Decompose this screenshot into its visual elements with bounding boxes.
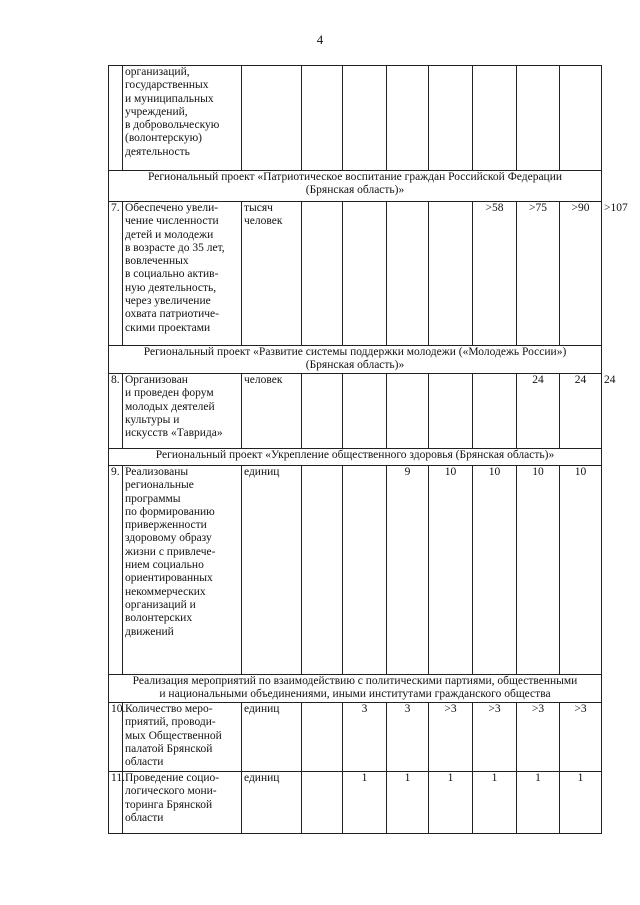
indicator-name: Обеспечено увели- чение численности детей и молодежи в возрасте до 35 лет, вовлеченных в социально актив- ную деятельность, через увеличение охвата патриотиче- скими проектами — [123, 202, 242, 346]
value-cell: 1 — [517, 772, 560, 834]
section-row — [109, 675, 602, 703]
value-cell: 1 — [429, 772, 473, 834]
value-cell — [302, 466, 343, 675]
unit-of-measure: единиц — [242, 772, 302, 834]
unit-of-measure: человек — [242, 374, 302, 449]
section-row — [109, 171, 602, 202]
table-row — [109, 66, 602, 171]
indicator-name: организаций, государственных и муниципальных учреждений, в добровольческую (волонтерскую) деятельность — [123, 66, 242, 171]
value-cell — [473, 374, 517, 449]
value-cell — [560, 66, 602, 171]
value-cell: >3 — [429, 703, 473, 772]
value-cell: 9 — [387, 466, 429, 675]
value-cell — [343, 466, 387, 675]
value-cell: 10 — [560, 466, 602, 675]
row-number: 11. — [109, 772, 123, 834]
unit-of-measure: тысяч человек — [242, 202, 302, 346]
value-cell: 1 — [560, 772, 602, 834]
value-cell — [429, 374, 473, 449]
value-cell: >58 — [473, 202, 517, 346]
section-title: Региональный проект «Развитие системы поддержки молодежи («Молодежь России») (Брянская область)» — [109, 346, 602, 374]
value-cell — [302, 202, 343, 346]
value-cell — [343, 66, 387, 171]
section-title: Региональный проект «Патриотическое воспитание граждан Российской Федерации (Брянская область)» — [109, 171, 602, 202]
value-cell — [343, 374, 387, 449]
section-row — [109, 449, 602, 466]
value-cell: >3 — [517, 703, 560, 772]
value-cell: >3 — [473, 703, 517, 772]
value-cell — [302, 703, 343, 772]
value-cell: 3 — [343, 703, 387, 772]
value-cell: >90 — [560, 202, 602, 346]
row-number: 9. — [109, 466, 123, 675]
value-cell: >3 — [560, 703, 602, 772]
value-cell — [387, 66, 429, 171]
section-title: Реализация мероприятий по взаимодействию с политическими партиями, общественными и национальными объединениями, иными институтами гражданского общества — [109, 675, 602, 703]
value-cell — [343, 202, 387, 346]
value-cell: 10 — [517, 466, 560, 675]
value-cell: 24 — [517, 374, 560, 449]
value-cell — [473, 66, 517, 171]
value-cell: 10 — [473, 466, 517, 675]
section-row — [109, 346, 602, 374]
row-number: 7. — [109, 202, 123, 346]
unit-of-measure — [242, 66, 302, 171]
value-cell — [387, 374, 429, 449]
row-number: 8. — [109, 374, 123, 449]
value-cell — [429, 66, 473, 171]
indicators-table — [108, 65, 628, 834]
value-cell: 10 — [429, 466, 473, 675]
value-cell: 1 — [387, 772, 429, 834]
value-cell — [302, 66, 343, 171]
value-cell — [302, 374, 343, 449]
section-title: Региональный проект «Укрепление общественного здоровья (Брянская область)» — [109, 449, 602, 466]
indicator-name: Организован и проведен форум молодых деятелей культуры и искусств «Таврида» — [123, 374, 242, 449]
row-number — [109, 66, 123, 171]
value-cell: 24 — [560, 374, 602, 449]
value-cell — [429, 202, 473, 346]
value-cell: 3 — [387, 703, 429, 772]
page-number: 4 — [316, 32, 324, 47]
value-cell: 1 — [343, 772, 387, 834]
table-body — [109, 66, 628, 834]
unit-of-measure: единиц — [242, 466, 302, 675]
indicator-name: Проведение социо- логического мони- торинга Брянской области — [123, 772, 242, 834]
value-cell: >75 — [517, 202, 560, 346]
unit-of-measure: единиц — [242, 703, 302, 772]
value-cell — [517, 66, 560, 171]
indicator-name: Реализованы региональные программы по формированию приверженности здоровому образу жизни с привлече- нием социально ориентированных некоммерческих организаций и волонтерских движений — [123, 466, 242, 675]
value-cell: 1 — [473, 772, 517, 834]
value-cell — [302, 772, 343, 834]
table-row: 7. Обеспечено увели- чение численности детей и молодежи в возрасте до 35 лет, вовлеченных в социально актив- ную деятельность, через увеличение охвата патриотиче- скими проектами тысяч человек >58 >75 >90 >107 — [109, 202, 602, 346]
table-row — [109, 772, 602, 834]
row-number: 10. — [109, 703, 123, 772]
table-row — [109, 466, 602, 675]
indicator-name: Количество меро- приятий, проводи- мых Общественной палатой Брянской области — [123, 703, 242, 772]
value-cell — [387, 202, 429, 346]
table-row — [109, 703, 602, 772]
table-row: 8. Организован и проведен форум молодых деятелей культуры и искусств «Таврида» человек 24 24 24 — [109, 374, 602, 449]
